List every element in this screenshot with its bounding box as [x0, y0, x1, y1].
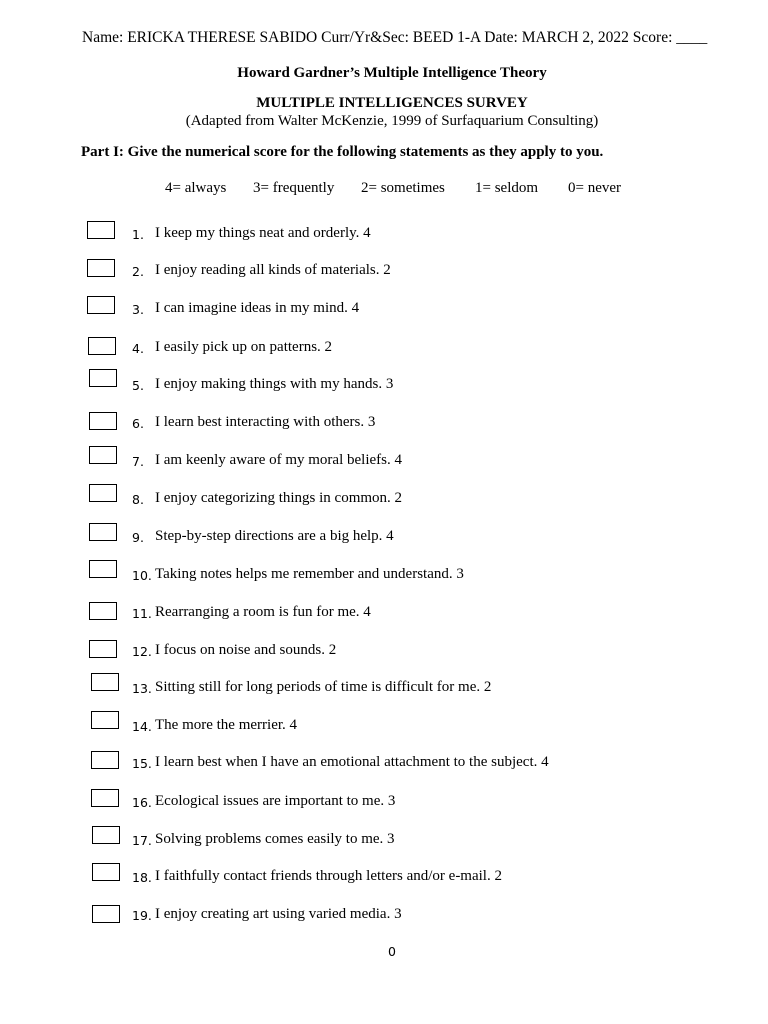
score-checkbox[interactable]: [92, 863, 120, 881]
item-number: 5.: [132, 378, 144, 393]
item-number: 13.: [132, 681, 152, 696]
score-checkbox[interactable]: [89, 602, 117, 620]
item-number: 12.: [132, 644, 152, 659]
scale-frequently: 3= frequently: [253, 180, 335, 196]
item-number: 9.: [132, 530, 144, 545]
scale-never: 0= never: [568, 180, 622, 196]
page-number: 0: [388, 944, 396, 959]
item-number: 16.: [132, 795, 152, 810]
score-checkbox[interactable]: [87, 221, 115, 239]
score-checkbox[interactable]: [89, 484, 117, 502]
item-statement: I learn best interacting with others. 3: [155, 414, 376, 430]
instructions: Part I: Give the numerical score for the following statements as they apply to you.: [81, 144, 604, 160]
item-number: 11.: [132, 606, 152, 621]
header-line: Name: ERICKA THERESE SABIDO Curr/Yr&Sec: BEED 1-A Date: MARCH 2, 2022 Score: ____: [82, 29, 708, 46]
score-checkbox[interactable]: [91, 751, 119, 769]
score-checkbox[interactable]: [92, 826, 120, 844]
item-statement: Step-by-step directions are a big help. 4: [155, 528, 394, 544]
item-number: 19.: [132, 908, 152, 923]
item-number: 1.: [132, 227, 144, 242]
item-statement: I enjoy creating art using varied media. 3: [155, 906, 402, 922]
item-number: 15.: [132, 756, 152, 771]
theory-title: Howard Gardner’s Multiple Intelligence Theory: [237, 65, 547, 81]
item-number: 18.: [132, 870, 152, 885]
scale-always: 4= always: [165, 180, 227, 196]
item-statement: I easily pick up on patterns. 2: [155, 339, 333, 355]
score-checkbox[interactable]: [91, 673, 119, 691]
item-number: 2.: [132, 264, 144, 279]
scale-seldom: 1= seldom: [475, 180, 539, 196]
survey-title: MULTIPLE INTELLIGENCES SURVEY: [256, 95, 528, 111]
item-statement: The more the merrier. 4: [155, 717, 298, 733]
score-checkbox[interactable]: [87, 296, 115, 314]
item-statement: I am keenly aware of my moral beliefs. 4: [155, 452, 402, 468]
item-statement: I enjoy reading all kinds of materials. 2: [155, 262, 391, 278]
item-number: 10.: [132, 568, 152, 583]
item-statement: I focus on noise and sounds. 2: [155, 642, 337, 658]
item-statement: I learn best when I have an emotional attachment to the subject. 4: [155, 754, 549, 770]
item-statement: I faithfully contact friends through letters and/or e-mail. 2: [155, 868, 502, 884]
score-checkbox[interactable]: [87, 259, 115, 277]
score-checkbox[interactable]: [88, 337, 116, 355]
score-checkbox[interactable]: [91, 789, 119, 807]
score-checkbox[interactable]: [89, 560, 117, 578]
item-number: 6.: [132, 416, 144, 431]
item-statement: I can imagine ideas in my mind. 4: [155, 300, 360, 316]
item-statement: I keep my things neat and orderly. 4: [155, 225, 371, 241]
scale-sometimes: 2= sometimes: [361, 180, 445, 196]
score-checkbox[interactable]: [91, 711, 119, 729]
score-checkbox[interactable]: [89, 412, 117, 430]
score-checkbox[interactable]: [89, 640, 117, 658]
item-statement: I enjoy categorizing things in common. 2: [155, 490, 403, 506]
survey-source: (Adapted from Walter McKenzie, 1999 of Surfaquarium Consulting): [185, 113, 599, 129]
score-checkbox[interactable]: [89, 446, 117, 464]
item-statement: Ecological issues are important to me. 3: [155, 793, 396, 809]
score-checkbox[interactable]: [92, 905, 120, 923]
item-statement: I enjoy making things with my hands. 3: [155, 376, 394, 392]
item-number: 3.: [132, 302, 144, 317]
item-statement: Rearranging a room is fun for me. 4: [155, 604, 371, 620]
item-number: 17.: [132, 833, 152, 848]
score-checkbox[interactable]: [89, 369, 117, 387]
item-statement: Taking notes helps me remember and understand. 3: [155, 566, 464, 582]
score-checkbox[interactable]: [89, 523, 117, 541]
item-number: 7.: [132, 454, 144, 469]
item-number: 4.: [132, 341, 144, 356]
item-number: 14.: [132, 719, 152, 734]
item-number: 8.: [132, 492, 144, 507]
item-statement: Solving problems comes easily to me. 3: [155, 831, 395, 847]
item-statement: Sitting still for long periods of time is difficult for me. 2: [155, 679, 492, 695]
